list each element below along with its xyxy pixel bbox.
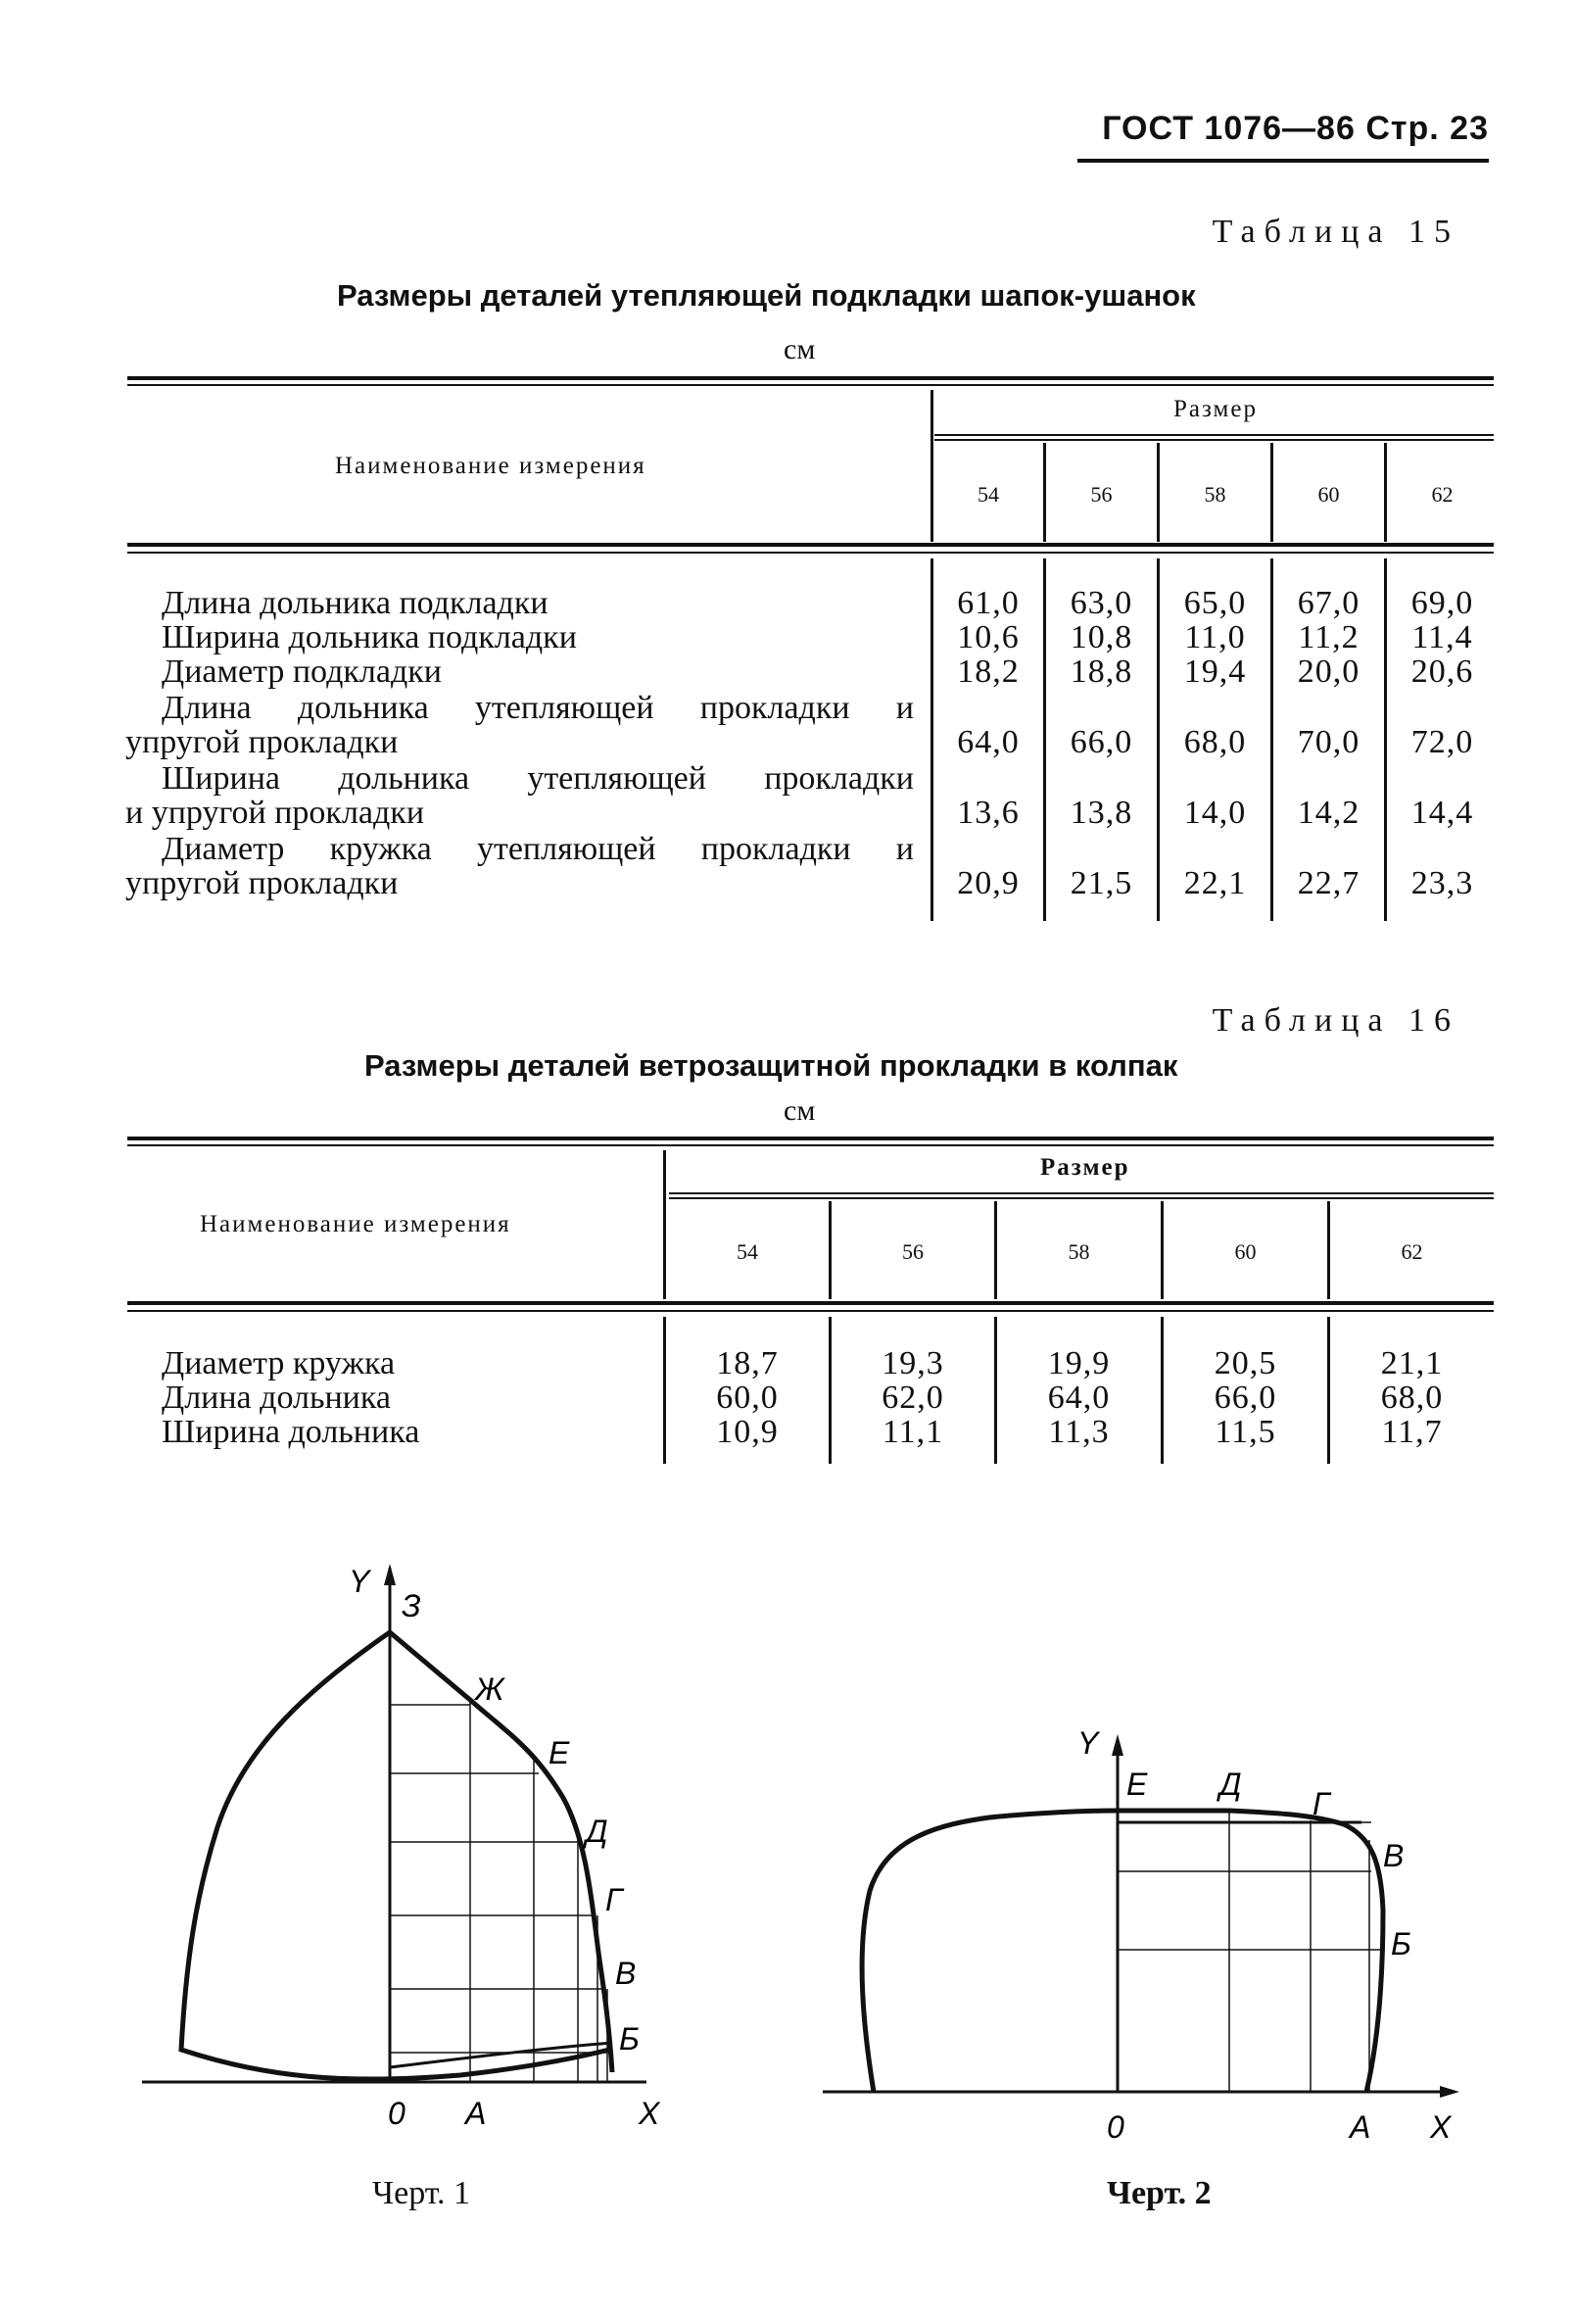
table15-title: Размеры деталей утепляющей подкладки шапок-ушанок	[337, 278, 1196, 313]
table16-size-60: 60	[1234, 1239, 1257, 1264]
table16-row3-name: Ширина дольника	[162, 1414, 420, 1450]
table16-r3-c3: 11,3	[1048, 1414, 1110, 1450]
table15-r4-c5: 72,0	[1410, 724, 1474, 760]
table15-r4-c2: 66,0	[1070, 724, 1133, 760]
figure1	[142, 1564, 661, 2131]
fig2-point-e: Е	[1126, 1767, 1148, 1802]
table16-label: Таблица 16	[1212, 1002, 1459, 1039]
fig1-point-d: Д	[586, 1814, 608, 1849]
table15-r5-c2: 13,8	[1070, 795, 1133, 831]
table15-r5-c5: 14,4	[1410, 795, 1474, 831]
table16-measure-header: Наименование измерения	[200, 1211, 511, 1237]
table16-r2-c2: 62,0	[882, 1380, 944, 1416]
table15-r5-c4: 14,2	[1297, 795, 1360, 831]
fig1-point-g: Г	[605, 1882, 623, 1917]
table15-r4-c1: 64,0	[957, 724, 1020, 760]
fig1-left-outline	[181, 1632, 609, 2079]
fig1-origin-label: 0	[388, 2096, 406, 2131]
fig2-origin-label: 0	[1107, 2109, 1124, 2145]
table15-r1-c2: 63,0	[1070, 585, 1133, 621]
table15-units: см	[784, 333, 816, 365]
table15-size-54: 54	[978, 482, 999, 507]
fig1-point-b: Б	[619, 2021, 640, 2057]
table16-size-header: Размер	[1040, 1154, 1130, 1181]
table15-r3-c1: 18,2	[957, 654, 1020, 690]
table16-size-58: 58	[1068, 1239, 1090, 1264]
table15-size-58: 58	[1204, 482, 1226, 507]
table15-label: Таблица 15	[1212, 214, 1459, 250]
table15-size-56: 56	[1090, 482, 1113, 507]
fig1-y-label: Y	[349, 1564, 370, 1599]
table15-r5-c1: 13,6	[957, 795, 1020, 831]
table15-r6-c2: 21,5	[1070, 865, 1133, 901]
table15-row5-name-line1: Ширина дольника утепляющей прокладки	[162, 760, 914, 797]
figure1-caption: Черт. 1	[372, 2175, 471, 2211]
table15-size-62: 62	[1431, 482, 1454, 507]
table15-r1-c3: 65,0	[1183, 585, 1247, 621]
table16-r3-c4: 11,5	[1215, 1414, 1276, 1450]
table15-r3-c3: 19,4	[1183, 654, 1247, 690]
table15-row6-name-line2: упругой прокладки	[125, 865, 399, 901]
table15-r2-c4: 11,2	[1298, 619, 1360, 655]
fig2-point-g: Г	[1312, 1786, 1330, 1821]
table16-r1-c4: 20,5	[1214, 1345, 1277, 1381]
table15-r2-c1: 10,6	[957, 619, 1020, 655]
table15-size-header: Размер	[1173, 396, 1258, 422]
fig2-outline	[862, 1811, 1383, 2092]
fig1-point-z: З	[402, 1588, 421, 1623]
fig2-y-label: Y	[1077, 1725, 1099, 1761]
fig2-point-b: Б	[1391, 1926, 1411, 1961]
table16-r1-c2: 19,3	[882, 1345, 944, 1381]
fig2-x-label: X	[1430, 2109, 1452, 2145]
table15-r4-c4: 70,0	[1297, 724, 1360, 760]
table15-r6-c3: 22,1	[1183, 865, 1247, 901]
table15-row3-name: Диаметр подкладки	[162, 654, 442, 690]
table15-measure-header: Наименование измерения	[335, 453, 646, 479]
table16-units: см	[784, 1094, 816, 1127]
table16-r1-c1: 18,7	[716, 1345, 779, 1381]
table16-r2-c4: 66,0	[1214, 1380, 1277, 1416]
table15-r1-c5: 69,0	[1410, 585, 1474, 621]
table15-r3-c4: 20,0	[1297, 654, 1360, 690]
table15-r2-c5: 11,4	[1411, 619, 1473, 655]
table16-row1-name: Диаметр кружка	[162, 1345, 396, 1381]
fig2-point-a: А	[1350, 2109, 1371, 2145]
table15-row4-name-line2: упругой прокладки	[125, 724, 399, 760]
table15-r6-c4: 22,7	[1297, 865, 1360, 901]
table16-size-56: 56	[902, 1239, 924, 1264]
table15-r3-c2: 18,8	[1070, 654, 1133, 690]
table15-row6-name-line1: Диаметр кружка утепляющей прокладки и	[162, 831, 914, 867]
table16-r2-c1: 60,0	[716, 1380, 779, 1416]
table16-r2-c5: 68,0	[1380, 1380, 1444, 1416]
table15-row4-name-line1: Длина дольника утепляющей прокладки и	[162, 690, 914, 726]
fig1-grid	[390, 1651, 607, 2082]
table15-r6-c1: 20,9	[957, 865, 1020, 901]
table15-r1-c1: 61,0	[957, 585, 1020, 621]
fig1-point-v: В	[615, 1956, 637, 1991]
fig1-point-zh: Ж	[475, 1671, 504, 1707]
fig1-y-arrow	[384, 1564, 396, 1585]
table15-r4-c3: 68,0	[1183, 724, 1247, 760]
table15-row1-name: Длина дольника подкладки	[162, 585, 549, 621]
table16-row2-name: Длина дольника	[162, 1380, 391, 1416]
table16-size-54: 54	[737, 1239, 758, 1264]
table15-r2-c2: 10,8	[1070, 619, 1133, 655]
fig1-point-e: Е	[549, 1735, 570, 1770]
table16-r1-c3: 19,9	[1047, 1345, 1111, 1381]
page-header: ГОСТ 1076—86 Стр. 23	[1102, 110, 1489, 147]
table16-size-62: 62	[1401, 1239, 1423, 1264]
fig2-grid	[1118, 1813, 1381, 2092]
table16-r3-c1: 10,9	[716, 1414, 779, 1450]
table15-r2-c3: 11,0	[1184, 619, 1246, 655]
fig1-point-a: А	[465, 2096, 487, 2131]
table15-size-60: 60	[1317, 482, 1340, 507]
table16-r3-c5: 11,7	[1381, 1414, 1443, 1450]
fig2-x-arrow	[1440, 2086, 1459, 2098]
table16-r3-c2: 11,1	[882, 1414, 944, 1450]
table15-r1-c4: 67,0	[1297, 585, 1360, 621]
table15-row2-name: Ширина дольника подкладки	[162, 619, 577, 655]
figure2	[823, 1725, 1459, 2145]
fig2-point-v: В	[1383, 1838, 1405, 1873]
table15-row5-name-line2: и упругой прокладки	[125, 795, 425, 831]
fig2-y-arrow	[1112, 1734, 1123, 1756]
table15-r3-c5: 20,6	[1410, 654, 1474, 690]
table16-title: Размеры деталей ветрозащитной прокладки в колпак	[364, 1048, 1178, 1083]
table15-r5-c3: 14,0	[1183, 795, 1247, 831]
fig2-point-d: Д	[1219, 1767, 1242, 1802]
table15-r6-c5: 23,3	[1410, 865, 1474, 901]
fig1-x-label: X	[639, 2096, 660, 2131]
table16-r1-c5: 21,1	[1380, 1345, 1444, 1381]
table16-r2-c3: 64,0	[1047, 1380, 1111, 1416]
figure2-caption: Черт. 2	[1107, 2175, 1212, 2211]
